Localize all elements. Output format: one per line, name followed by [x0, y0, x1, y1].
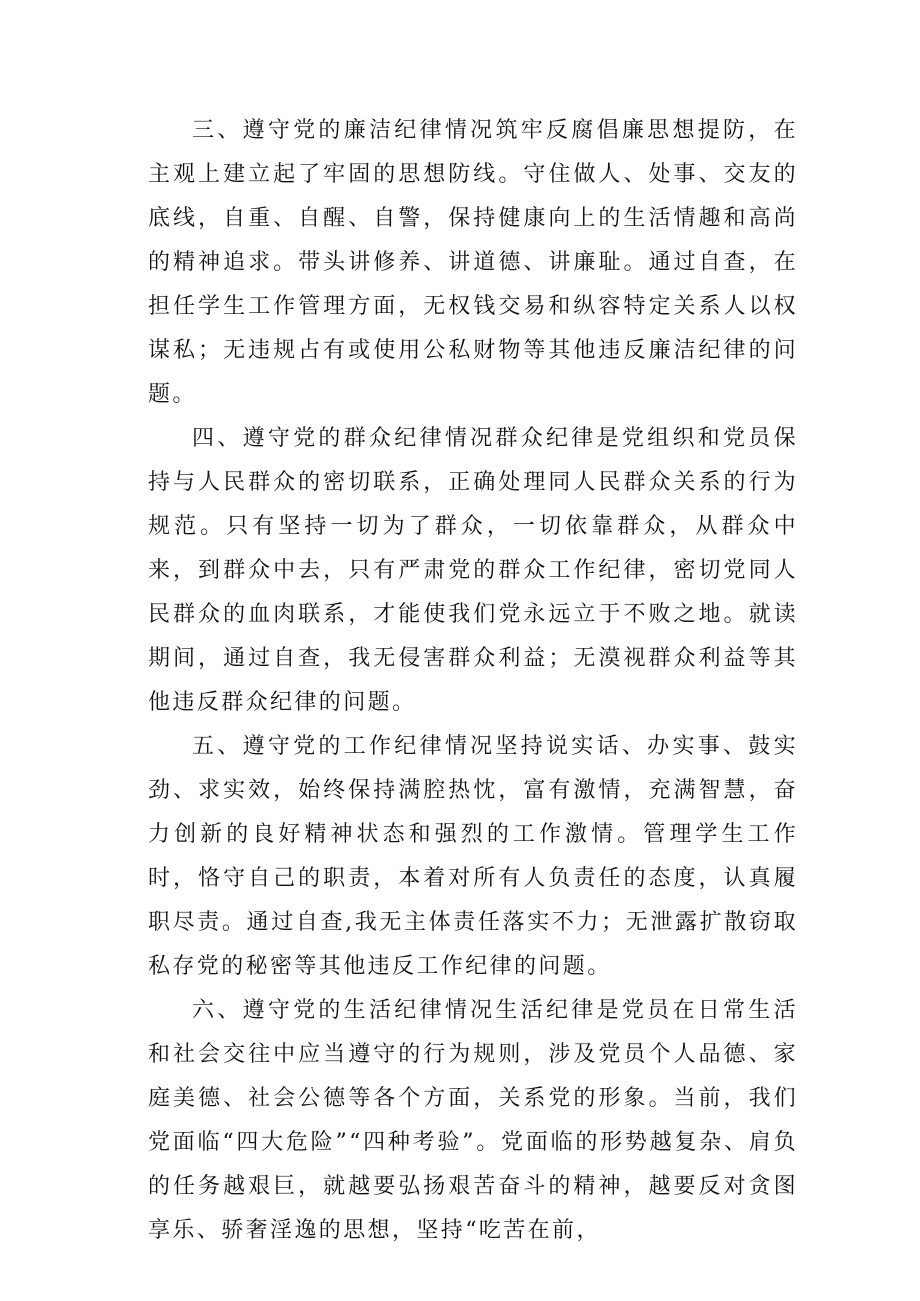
document-body — [148, 109, 798, 1253]
paragraph-life-discipline: 六、遵守党的生活纪律情况生活纪律是党员在日常生活和社会交往中应当遵守的行为规则，涉及党员个人品德、家庭美德、社会公德等各个方面，关系党的形象。当前，我们党面临“四大危险”“四种考验”。党面临的形势越复杂、肩负的任务越艰巨，就越要弘扬艰苦奋斗的精神，越要反对贪图享乐、骄奢淫逸的思想，坚持“吃苦在前， — [148, 998, 798, 1243]
paragraph-mass-discipline: 四、遵守党的群众纪律情况群众纪律是党组织和党员保持与人民群众的密切联系，正确处理同人民群众关系的行为规范。只有坚持一切为了群众，一切依靠群众，从群众中来，到群众中去，只有严肃党的群众工作纪律，密切党同人民群众的血肉联系，才能使我们党永远立于不败之地。就读期间，通过自查，我无侵害群众利益；无漠视群众利益等其他违反群众纪律的问题。 — [148, 426, 798, 715]
paragraph-work-discipline: 五、遵守党的工作纪律情况坚持说实话、办实事、鼓实劲、求实效，始终保持满腔热忱，富有激情，充满智慧，奋力创新的良好精神状态和强烈的工作激情。管理学生工作时，恪守自己的职责，本着对所有人负责任的态度，认真履职尽责。通过自查,我无主体责任落实不力；无泄露扩散窃取私存党的秘密等其他违反工作纪律的问题。 — [148, 734, 798, 979]
paragraph-integrity-discipline: 三、遵守党的廉洁纪律情况筑牢反腐倡廉思想提防，在主观上建立起了牢固的思想防线。守住做人、处事、交友的底线，自重、自醒、自警，保持健康向上的生活情趣和高尚的精神追求。带头讲修养、讲道德、讲廉耻。通过自查，在担任学生工作管理方面，无权钱交易和纵容特定关系人以权谋私；无违规占有或使用公私财物等其他违反廉洁纪律的问题。 — [148, 118, 798, 407]
